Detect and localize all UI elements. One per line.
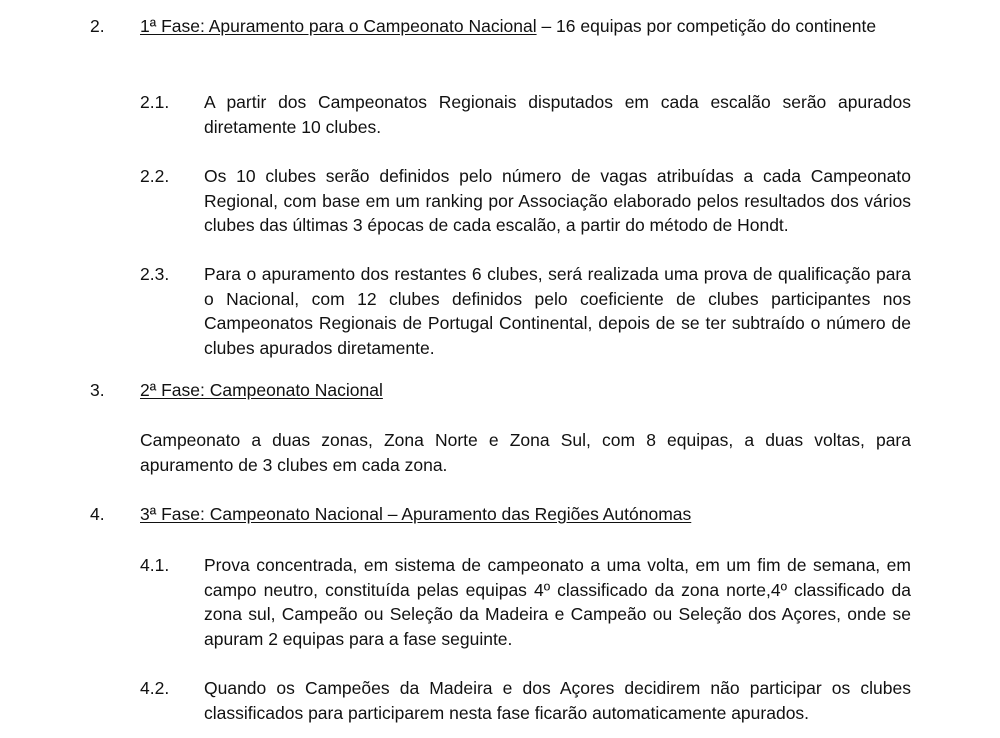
item-text: Os 10 clubes serão definidos pelo número de vagas atribuídas a cada Campeonato Regional, com base em um ranking por Associação elaborado pelos resultados dos vários clubes das últimas 3 épocas de cada escalão, a partir do método de Hondt. [204,166,911,235]
section-number: 2. [90,16,105,36]
section-title: 1ª Fase: Apuramento para o Campeonato Nacional [140,16,537,36]
paragraph-text: Campeonato a duas zonas, Zona Norte e Zona Sul, com 8 equipas, a duas voltas, para apuramento de 3 clubes em cada zona. [140,430,911,475]
item-number: 2.2. [140,166,170,186]
section-heading [140,378,911,403]
section-heading [140,502,911,527]
item-text: Prova concentrada, em sistema de campeonato a uma volta, em um fim de semana, em campo neutro, constituída pelas equipas 4º classificado da zona norte,4º classificado da zona sul, Campeão ou Seleção da Madeira e Campeão ou Seleção dos Açores, onde se apuram 2 equipas para a fase seguinte. [204,555,911,649]
section-number: 4. [90,504,105,524]
item-number: 2.3. [140,264,170,284]
item-number: 2.1. [140,92,170,112]
item-number: 4.1. [140,555,170,575]
item-number: 4.2. [140,678,170,698]
section-heading [140,14,911,39]
section-title-suffix: – 16 equipas por competição do continente [536,16,877,36]
item-text: Quando os Campeões da Madeira e dos Açores decidirem não participar os clubes classificados para participarem nesta fase ficarão automaticamente apurados. [204,678,911,723]
item-text: Para o apuramento dos restantes 6 clubes, será realizada uma prova de qualificação para o Nacional, com 12 clubes definidos pelo coeficiente de clubes participantes nos Campeonatos Regionais de Portugal Continental, depois de se ter subtraído o número de clubes apurados diretamente. [204,264,911,358]
item-text: A partir dos Campeonatos Regionais disputados em cada escalão serão apurados diretamente 10 clubes. [204,92,911,137]
section-title: 2ª Fase: Campeonato Nacional [140,380,383,400]
section-title: 3ª Fase: Campeonato Nacional – Apuramento das Regiões Autónomas [140,504,692,524]
section-number: 3. [90,380,105,400]
